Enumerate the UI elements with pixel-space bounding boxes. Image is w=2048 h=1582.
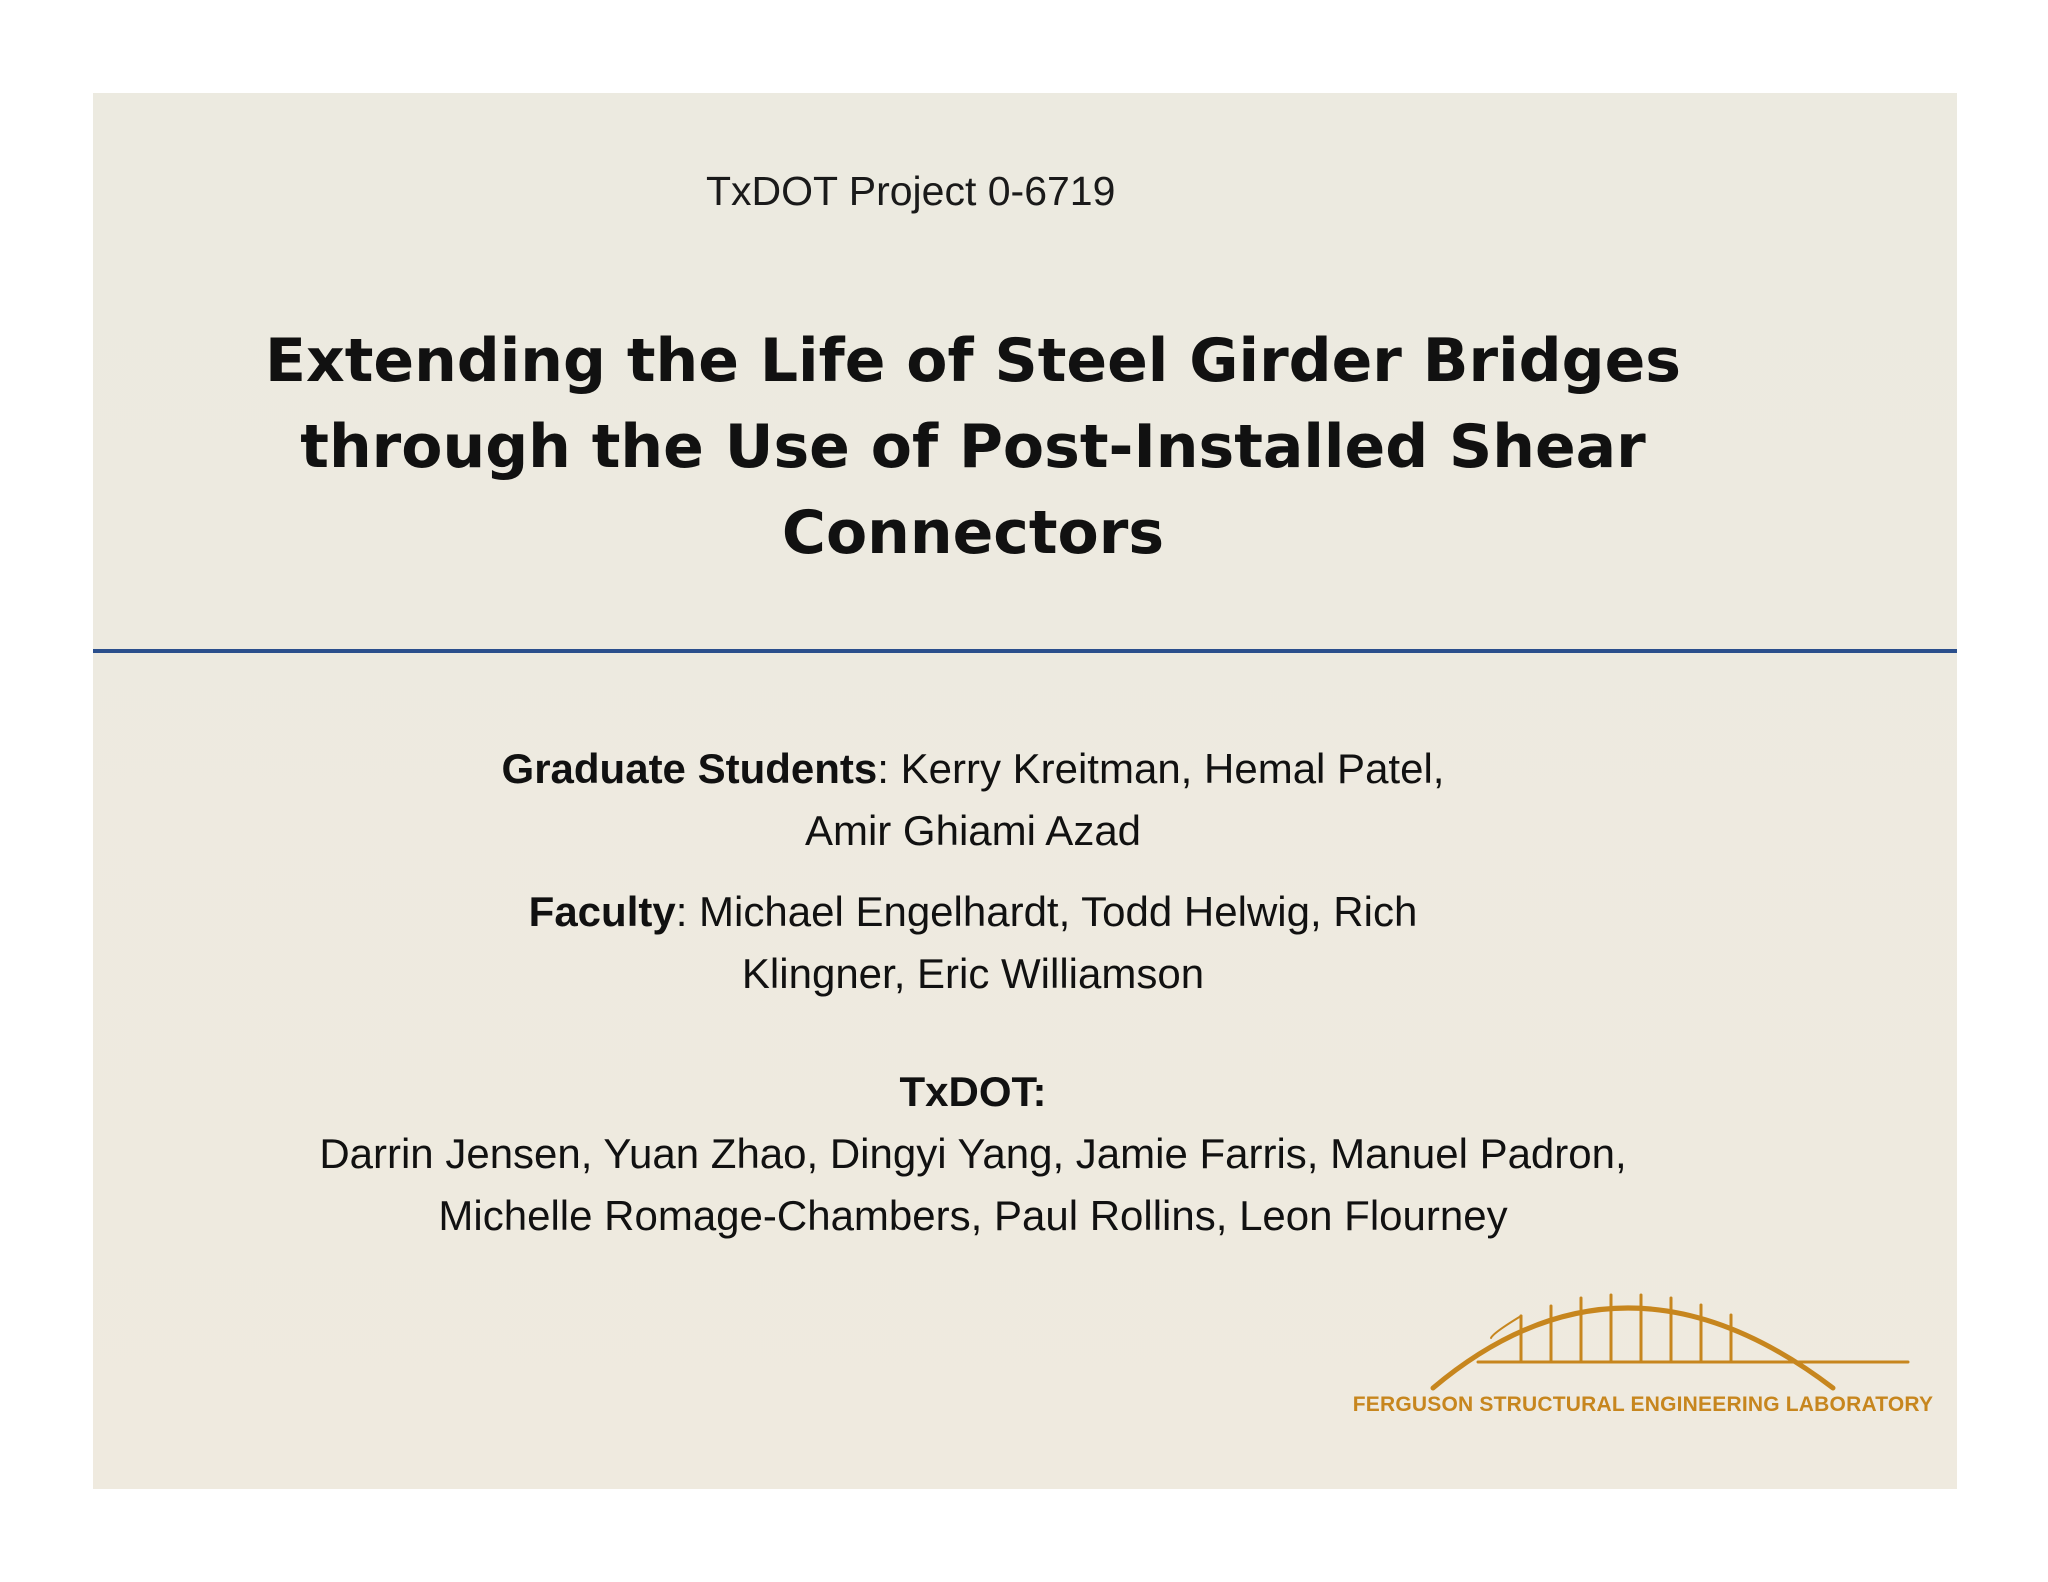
txdot-label: TxDOT: — [899, 1068, 1047, 1115]
slide-title — [253, 318, 1693, 576]
faculty-line-1 — [253, 881, 1693, 943]
faculty-block — [253, 881, 1693, 1005]
txdot-names-2: Michelle Romage-Chambers, Paul Rollins, Leon Flourney — [438, 1192, 1508, 1239]
logo-text: FERGUSON STRUCTURAL ENGINEERING LABORATORY — [1352, 1393, 1934, 1416]
title-line-3: Connectors — [781, 498, 1165, 568]
faculty-names-1: : Michael Engelhardt, Todd Helwig, Rich — [675, 888, 1418, 935]
faculty-names-2: Klingner, Eric Williamson — [741, 950, 1205, 997]
slide — [93, 93, 1957, 1489]
faculty-label: Faculty — [528, 888, 676, 935]
txdot-block — [253, 1061, 1693, 1247]
graduate-students-line-1 — [253, 738, 1693, 800]
title-divider — [93, 649, 1957, 653]
title-line-1: Extending the Life of Steel Girder Bridges — [265, 326, 1681, 396]
graduate-students-label: Graduate Students — [501, 745, 878, 792]
txdot-label-line — [253, 1061, 1693, 1123]
ferguson-lab-logo — [1333, 1268, 1953, 1438]
title-line-2: through the Use of Post-Installed Shear — [300, 412, 1646, 482]
project-number: TxDOT Project 0-6719 — [706, 168, 1116, 214]
bridge-arch-icon — [1333, 1268, 1953, 1393]
txdot-names-1: Darrin Jensen, Yuan Zhao, Dingyi Yang, Jamie Farris, Manuel Padron, — [319, 1130, 1627, 1177]
graduate-students-names-2: Amir Ghiami Azad — [804, 807, 1142, 854]
graduate-students-names-1: : Kerry Kreitman, Hemal Patel, — [877, 745, 1445, 792]
graduate-students-block — [253, 738, 1693, 862]
